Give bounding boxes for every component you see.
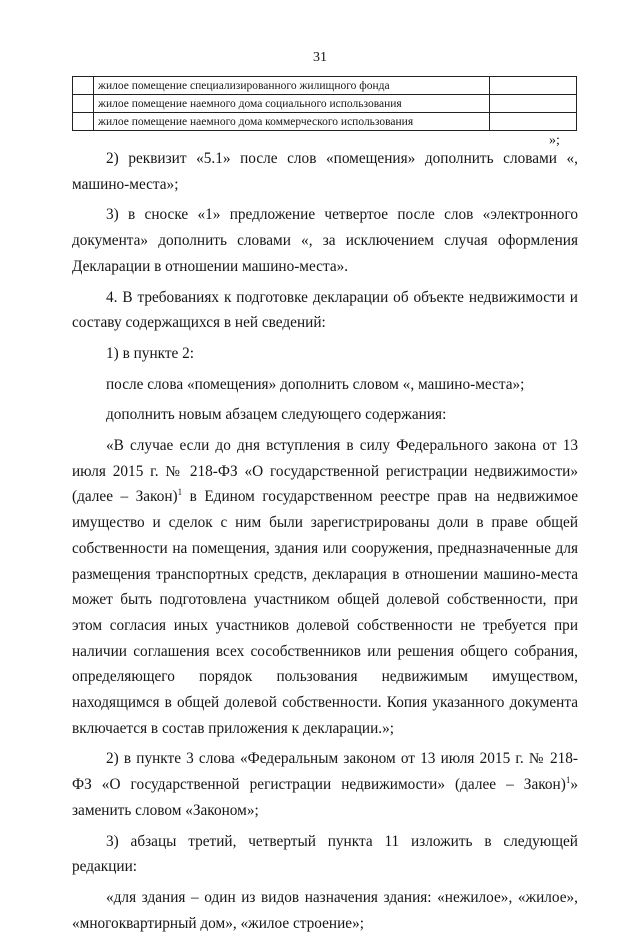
paragraph: 2) реквизит «5.1» после слов «помещения» дополнить словами «, машино-места»; [72, 150, 578, 193]
purpose-table [72, 76, 577, 131]
table-row [73, 113, 577, 131]
table-cell-value [490, 77, 577, 95]
table-cell-checkbox [73, 95, 94, 113]
table-cell-checkbox [73, 113, 94, 131]
table-closing-quote: »; [549, 133, 560, 148]
paragraph-text: «В случае если до дня вступления в силу Федерального закона от 13 июля 2015 г. № 218-ФЗ «О государственной регистрации недвижимости» (далее – Закон) [72, 437, 578, 506]
table-cell-label: жилое помещение наемного дома коммерческого использования [94, 113, 490, 131]
document-body [72, 146, 578, 941]
paragraph-text: » заменить словом «Законом»; [72, 776, 578, 819]
paragraph-text: в Едином государственном реестре прав на недвижимое имущество и сделок с ним были зарегистрированы доли в праве общей собственности на помещения, здания или сооружения, предназначенные для размещения транспортных средств, декларация в отношении машино-места может быть подготовлена участником общей долевой собственности, при этом согласия иных участников долевой собственности не требуется при наличии соглашения всех сособственников или решения общего собрания, определяющего порядок пользования недвижимым имуществом, находящимся в общей долевой собственности. Копия указанного документа включается в состав приложения к декларации.»; [72, 488, 578, 737]
paragraph: 3) абзацы третий, четвертый пункта 11 изложить в следующей редакции: [72, 832, 578, 876]
paragraph [72, 746, 578, 823]
paragraph: дополнить новым абзацем следующего содержания: [106, 406, 447, 424]
table-row [73, 77, 577, 95]
footnote-marker: 1 [177, 487, 183, 498]
table-cell-value [490, 95, 577, 113]
footnote-marker: 1 [565, 775, 571, 786]
table-cell-label: жилое помещение специализированного жилищного фонда [94, 77, 490, 95]
table-cell-checkbox [73, 77, 94, 95]
page-number: 31 [313, 50, 327, 65]
paragraph: 3) в сноске «1» предложение четвертое после слов «электронного документа» дополнить словами «, за исключением случая оформления Декларации в отношении машино-места». [72, 206, 578, 275]
quoted-paragraph [72, 433, 578, 741]
paragraph-text: 2) в пункте 3 слова «Федеральным законом от 13 июля 2015 г. № 218-ФЗ «О государственной регистрации недвижимости» (далее – Закон) [72, 750, 578, 794]
table-cell-value [490, 113, 577, 131]
table-cell-label: жилое помещение наемного дома социального использования [94, 95, 490, 113]
paragraph: 1) в пункте 2: [106, 344, 195, 362]
paragraph: 4. В требованиях к подготовке декларации об объекте недвижимости и составу содержащихся в ней сведений: [72, 288, 578, 332]
table-row [73, 95, 577, 113]
paragraph: после слова «помещения» дополнить словом «, машино-места»; [106, 375, 525, 393]
paragraph: «для здания – один из видов назначения здания: «нежилое», «жилое», «многоквартирный дом», «жилое строение»; [72, 888, 578, 932]
